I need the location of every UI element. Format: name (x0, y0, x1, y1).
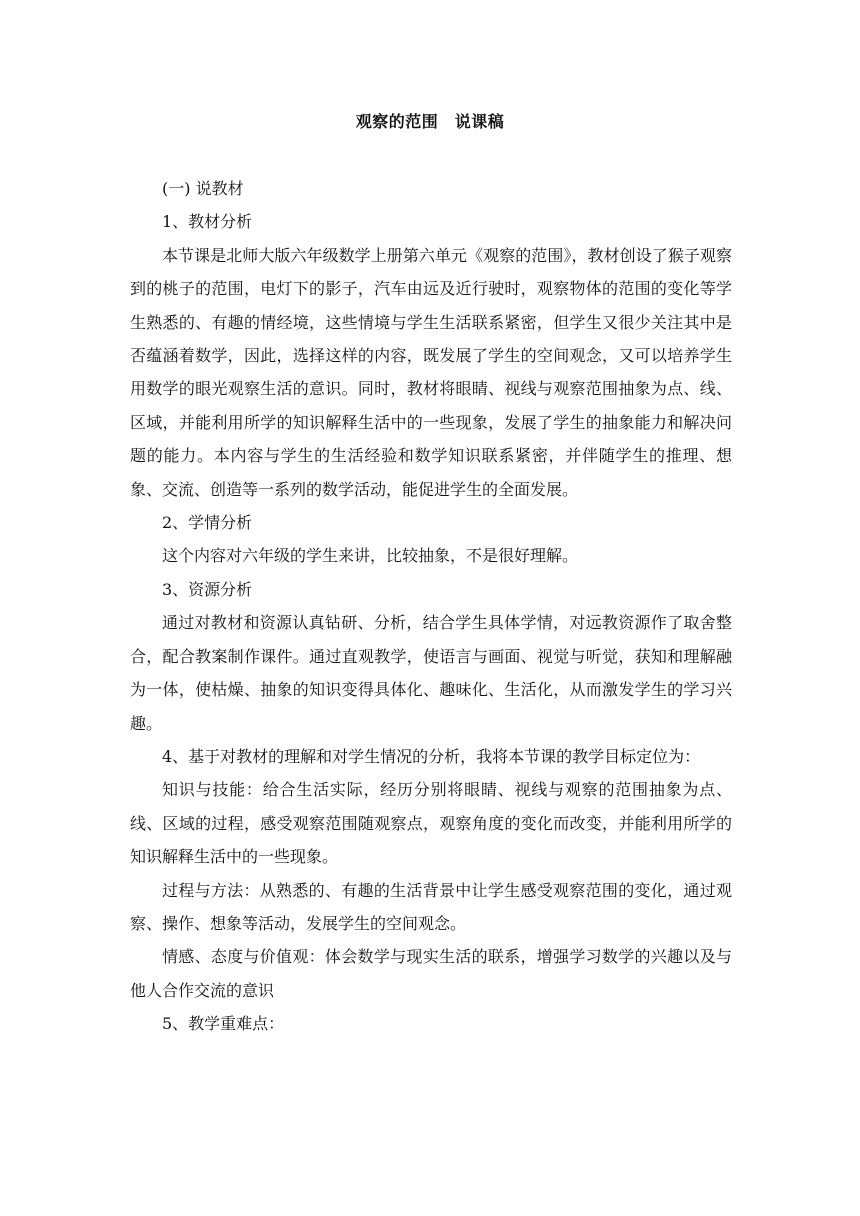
paragraph-textbook-analysis: 本节课是北师大版六年级数学上册第六单元《观察的范围》，教材创设了猴子观察到的桃子的范围，电灯下的影子，汽车由远及近行驶时，观察物体的范围的变化等学生熟悉的、有趣的情经境，这些情境与学生生活联系紧密，但学生又很少关注其中是否蕴涵着数学，因此，选择这样的内容，既发展了学生的空间观念，又可以培养学生 用数学的眼光观察生活的意识。同时，教材将眼睛、视线与观察范围抽象为点、线、区域，并能利用所学的知识解释生活中的一些现象，发展了学生的抽象能力和解决问题的能力。本内容与学生的生活经验和数学知识联系紧密，并伴随学生的推理、想象、交流、创造等一系列的数学活动，能促进学生的全面发展。 (130, 245, 732, 499)
paragraph-knowledge-skills: 知识与技能：给合生活实际，经历分别将眼睛、视线与观察的范围抽象为点、线、区域的过程，感受观察范围随观察点，观察角度的变化而改变，并能利用所学的知识解释生活中的一些现象。 (130, 780, 732, 867)
subheading-resource-analysis: 3、资源分析 (162, 579, 253, 599)
document-title: 观察的范围 说课稿 (355, 112, 505, 131)
subheading-learner-analysis: 2、学情分析 (162, 513, 253, 533)
paragraph-resource-analysis: 通过对教材和资源认真钻研、分析，结合学生具体学情，对远教资源作了取舍整合，配合教案制作课件。通过直观教学，使语言与画面、视觉与听觉，获知和理解融为一体，使枯燥、抽象的知识变得具体化、趣味化、生活化，从而激发学生的学习兴趣。 (130, 613, 732, 733)
paragraph-process-methods: 过程与方法：从熟悉的、有趣的生活背景中让学生感受观察范围的变化，通过观察、操作、想象等活动，发展学生的空间观念。 (130, 880, 732, 933)
document-body (130, 172, 732, 1041)
paragraph-teaching-goals-intro: 4、基于对教材的理解和对学生情况的分析，我将本节课的教学目标定位为： (162, 746, 701, 766)
section-heading-textbook: (一) 说教材 (162, 179, 244, 198)
subheading-textbook-analysis: 1、教材分析 (162, 212, 253, 232)
subheading-key-difficulties: 5、教学重难点： (162, 1014, 285, 1034)
paragraph-emotion-values: 情感、态度与价值观：体会数学与现实生活的联系，增强学习数学的兴趣以及与他人合作交流的意识 (130, 947, 732, 1000)
paragraph-learner-analysis: 这个内容对六年级的学生来讲，比较抽象，不是很好理解。 (162, 546, 579, 566)
